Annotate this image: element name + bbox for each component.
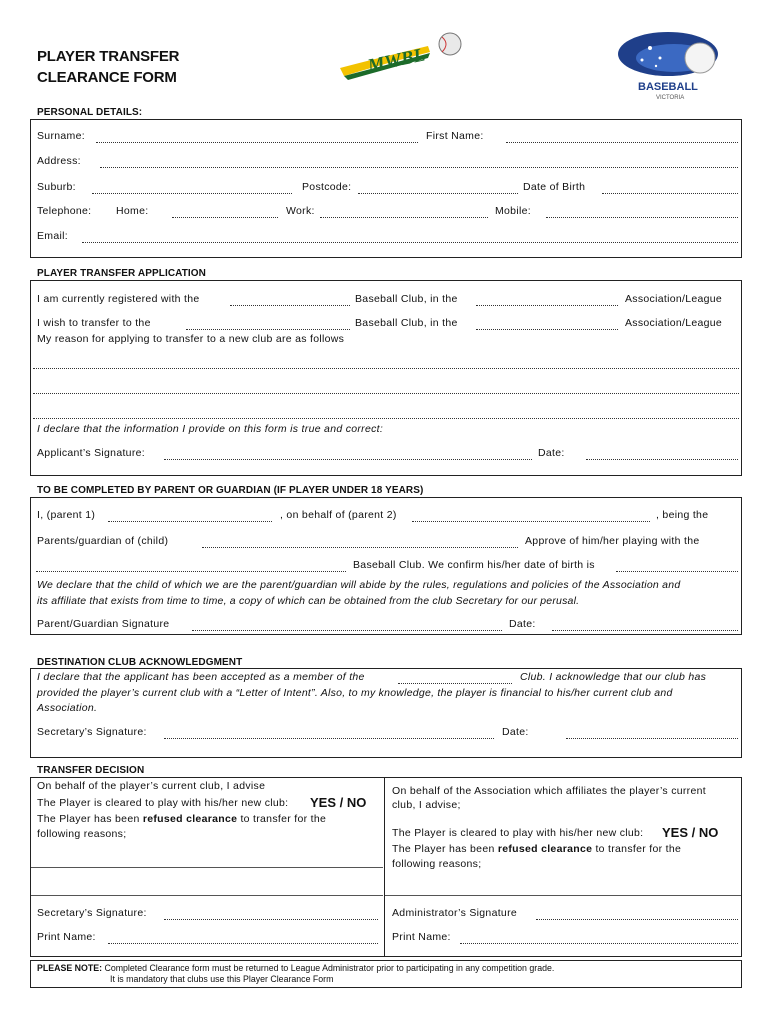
note-line1 — [37, 963, 554, 973]
approve-label: Approve of him/her playing with the — [525, 535, 700, 547]
being-the-label: , being the — [656, 509, 709, 521]
work-label: Work: — [286, 205, 315, 217]
parent-date-field[interactable] — [552, 630, 738, 631]
new-association-field[interactable] — [476, 329, 618, 330]
surname-field[interactable] — [96, 142, 418, 143]
parent-declare-line2: its affiliate that exists from time to time, a copy of which can be obtained from the club Secretary for our perusal. — [37, 595, 580, 607]
address-label: Address: — [37, 155, 81, 167]
parent-declare-line1: We declare that the child of which we are the parent/guardian will abide by the rules, regulations and policies of the Association and — [37, 579, 681, 591]
right-yes-no[interactable]: YES / NO — [662, 825, 719, 840]
postcode-field[interactable] — [358, 193, 518, 194]
destination-secretary-field[interactable] — [164, 738, 494, 739]
on-behalf-label: , on behalf of (parent 2) — [280, 509, 397, 521]
destination-line1a: I declare that the applicant has been accepted as a member of the — [37, 671, 365, 683]
print-name-left-label: Print Name: — [37, 931, 96, 943]
right-reason-line[interactable] — [385, 895, 741, 896]
decision-right-line1: On behalf of the Association which affiliates the player’s current — [392, 785, 706, 797]
left-reason-line-2[interactable] — [31, 895, 383, 896]
club-confirm-label: Baseball Club. We confirm his/her date of birth is — [353, 559, 595, 571]
page-title-line2: CLEARANCE FORM — [37, 69, 177, 86]
association-league-label: Association/League — [625, 293, 723, 305]
destination-heading: DESTINATION CLUB ACKNOWLEDGMENT — [37, 657, 243, 668]
suburb-label: Suburb: — [37, 181, 76, 193]
decision-heading: TRANSFER DECISION — [37, 765, 145, 776]
parent1-field[interactable] — [108, 521, 272, 522]
note-line2: It is mandatory that clubs use this Player Clearance Form — [110, 974, 334, 984]
left-reason-line-1[interactable] — [31, 867, 383, 868]
new-club-field[interactable] — [186, 329, 350, 330]
destination-line1b: Club. I acknowledge that our club has — [520, 671, 707, 683]
email-label: Email: — [37, 230, 68, 242]
print-name-right-field[interactable] — [460, 943, 738, 944]
baseball-victoria-logo — [612, 28, 732, 100]
suburb-field[interactable] — [92, 193, 292, 194]
destination-secretary-label: Secretary’s Signature: — [37, 726, 147, 738]
parent-heading: TO BE COMPLETED BY PARENT OR GUARDIAN (IF PLAYER UNDER 18 YEARS) — [37, 485, 424, 496]
email-field[interactable] — [82, 242, 738, 243]
decision-left-line1: On behalf of the player’s current club, I advise — [37, 780, 266, 792]
left-refused-a: The Player has been — [37, 813, 140, 825]
current-club-field[interactable] — [230, 305, 350, 306]
first-name-field[interactable] — [506, 142, 738, 143]
decision-divider — [384, 777, 385, 957]
parent-date-label: Date: — [509, 618, 536, 630]
reason-line-1[interactable] — [33, 368, 739, 369]
reason-line-2[interactable] — [33, 393, 739, 394]
parent-club-field[interactable] — [36, 571, 346, 572]
baseball-club-in-label-2: Baseball Club, in the — [355, 317, 458, 329]
destination-club-field[interactable] — [398, 683, 512, 684]
baseball-club-in-label: Baseball Club, in the — [355, 293, 458, 305]
parent-signature-label: Parent/Guardian Signature — [37, 618, 170, 630]
left-refused-bold: refused clearance — [142, 813, 238, 825]
wish-transfer-label: I wish to transfer to the — [37, 317, 151, 329]
decision-right-refused — [392, 843, 681, 855]
print-name-left-field[interactable] — [108, 943, 378, 944]
address-field[interactable] — [100, 167, 738, 168]
child-dob-field[interactable] — [616, 571, 738, 572]
mwbl-logo — [338, 28, 468, 90]
decision-secretary-field[interactable] — [164, 919, 378, 920]
first-name-label: First Name: — [426, 130, 484, 142]
postcode-label: Postcode: — [302, 181, 352, 193]
decision-right-line2: club, I advise; — [392, 799, 461, 811]
destination-date-field[interactable] — [566, 738, 738, 739]
telephone-label: Telephone: — [37, 205, 92, 217]
right-refused-b: to transfer for the — [595, 843, 682, 855]
decision-left-following: following reasons; — [37, 828, 127, 840]
note-label: PLEASE NOTE: — [37, 963, 103, 973]
left-refused-b: to transfer for the — [240, 813, 327, 825]
applicant-signature-field[interactable] — [164, 459, 532, 460]
registered-with-label: I am currently registered with the — [37, 293, 200, 305]
personal-details-heading: PERSONAL DETAILS: — [37, 107, 143, 118]
child-name-field[interactable] — [202, 547, 518, 548]
destination-line2: provided the player’s current club with a “Letter of Intent”. Also, to my knowledge, the player is financial to his/her current club and — [37, 687, 673, 699]
baseball-logo-text: BASEBALL — [638, 81, 698, 93]
association-league-label-2: Association/League — [625, 317, 723, 329]
home-label: Home: — [116, 205, 149, 217]
surname-label: Surname: — [37, 130, 85, 142]
decision-left-cleared: The Player is cleared to play with his/her new club: — [37, 797, 289, 809]
administrator-signature-field[interactable] — [536, 919, 738, 920]
right-refused-bold: refused clearance — [497, 843, 593, 855]
destination-date-label: Date: — [502, 726, 529, 738]
application-heading: PLAYER TRANSFER APPLICATION — [37, 268, 207, 279]
parents-of-label: Parents/guardian of (child) — [37, 535, 169, 547]
current-association-field[interactable] — [476, 305, 618, 306]
parent1-label: I, (parent 1) — [37, 509, 96, 521]
administrator-signature-label: Administrator’s Signature — [392, 907, 517, 919]
reason-line-3[interactable] — [33, 418, 739, 419]
page-title-line1: PLAYER TRANSFER — [37, 48, 180, 65]
mobile-label: Mobile: — [495, 205, 531, 217]
mwbl-logo-text: MWBL — [365, 44, 428, 78]
destination-line3: Association. — [37, 702, 98, 714]
decision-secretary-label: Secretary’s Signature: — [37, 907, 147, 919]
print-name-right-label: Print Name: — [392, 931, 451, 943]
parent-signature-field[interactable] — [192, 630, 502, 631]
work-phone-field[interactable] — [320, 217, 488, 218]
declare-statement: I declare that the information I provide on this form is true and correct: — [37, 423, 384, 435]
home-phone-field[interactable] — [172, 217, 278, 218]
reason-label: My reason for applying to transfer to a new club are as follows — [37, 333, 345, 345]
decision-right-following: following reasons; — [392, 858, 482, 870]
dob-label: Date of Birth — [523, 181, 586, 193]
left-yes-no[interactable]: YES / NO — [310, 795, 367, 810]
applicant-date-field[interactable] — [586, 459, 738, 460]
mobile-field[interactable] — [546, 217, 738, 218]
decision-right-cleared: The Player is cleared to play with his/her new club: — [392, 827, 644, 839]
applicant-date-label: Date: — [538, 447, 565, 459]
decision-left-refused — [37, 813, 326, 825]
parent2-field[interactable] — [412, 521, 650, 522]
victoria-logo-text: VICTORIA — [656, 95, 685, 100]
applicant-signature-label: Applicant’s Signature: — [37, 447, 145, 459]
personal-details-box — [30, 119, 742, 258]
right-refused-a: The Player has been — [392, 843, 495, 855]
note-text-1: Completed Clearance form must be returned to League Administrator prior to participating in any competition grade. — [104, 963, 555, 973]
dob-field[interactable] — [602, 193, 738, 194]
